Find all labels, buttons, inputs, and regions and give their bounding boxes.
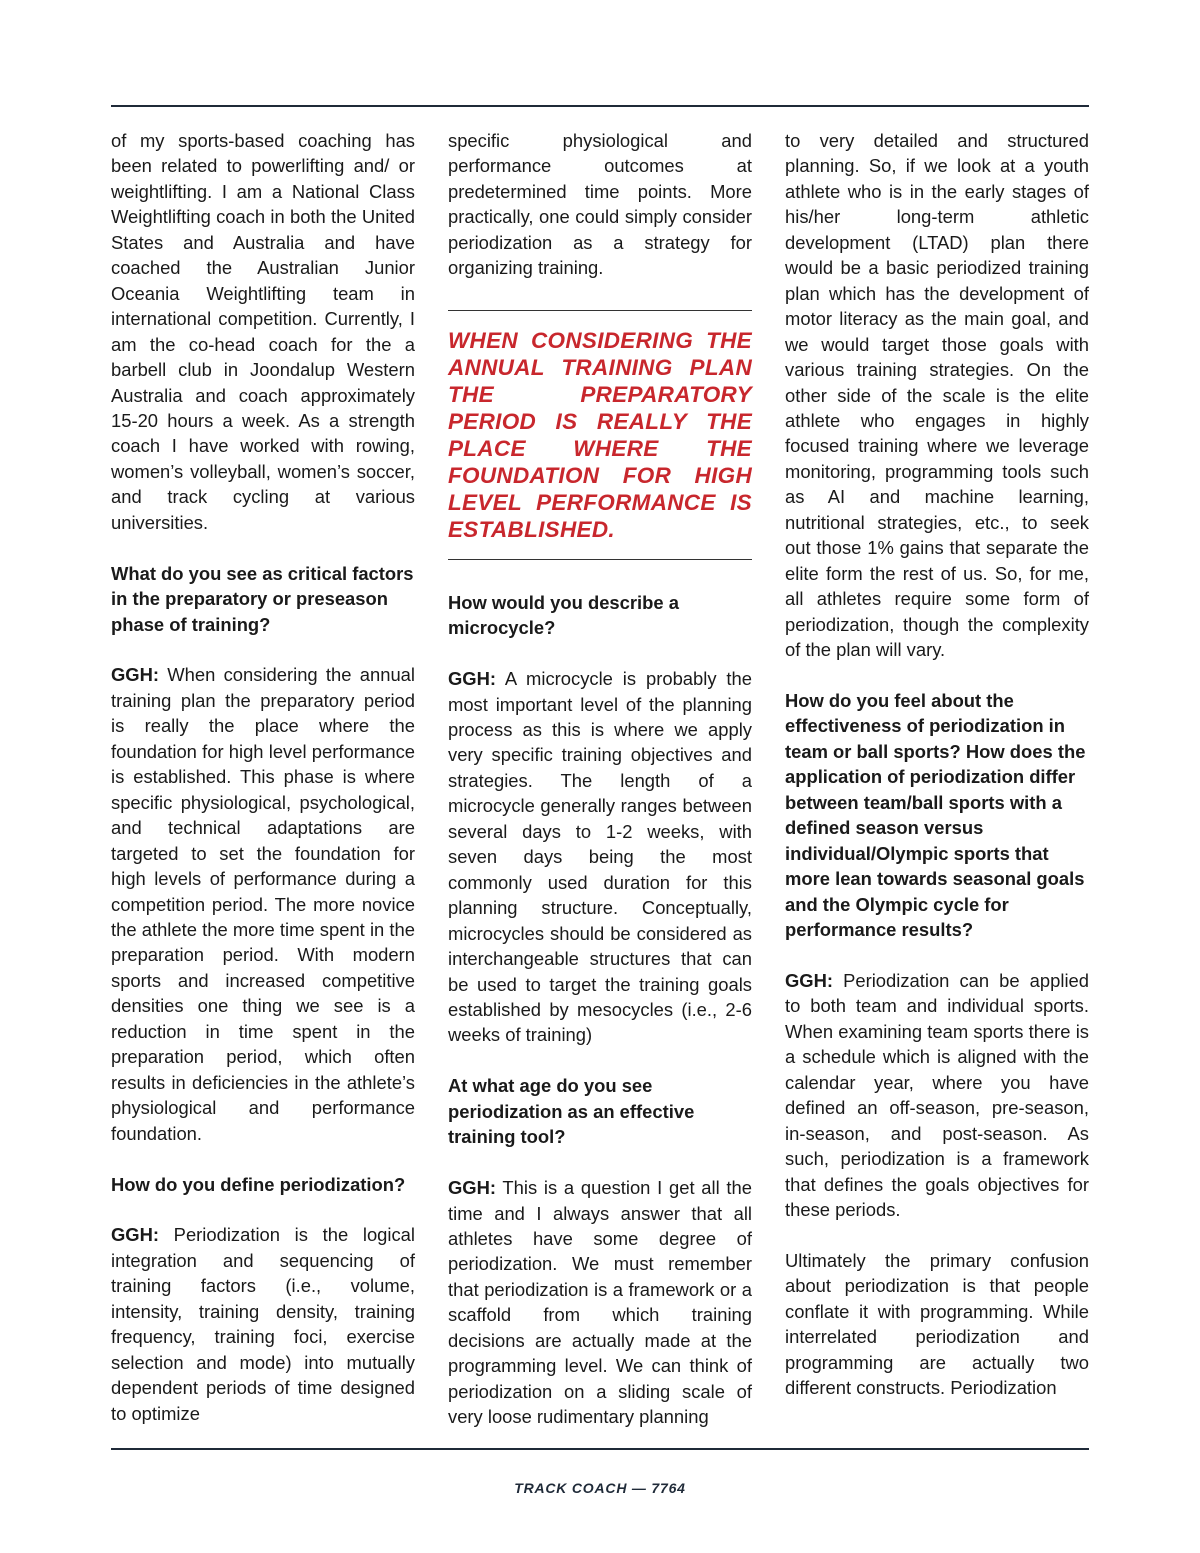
pullquote: WHEN CONSIDERING THE ANNUAL TRAINING PLAN THE PREPARATORY PERIOD IS REALLY THE PLACE WHERE THE FOUNDATION FOR HIGH LEVEL PERFORMANCE IS ESTABLISHED. xyxy=(448,327,752,542)
speaker-label: GGH: xyxy=(448,668,497,690)
column-3 xyxy=(785,128,1089,1401)
answer-define-periodization xyxy=(111,1222,415,1426)
question-team-sports: How do you feel about the effectiveness of periodization in team or ball sports? How does the application of periodization differ between team/ball sports with a defined season versus individual/Olympic sports that more lean towards seasonal goals and the Olympic cycle for performance results? xyxy=(785,689,1086,941)
speaker-label: GGH: xyxy=(448,1177,497,1199)
answer-text: This is a question I get all the time and I always answer that all athletes have some degree of periodization. We must remember that periodization is a framework or a scaffold from which training decisions are actually made at the programming level. We can think of periodization on a sliding scale of very loose rudimentary planning xyxy=(448,1177,752,1428)
answer-preparatory-phase xyxy=(111,662,415,1146)
question-preparatory-phase: What do you see as critical factors in the preparatory or preseason phase of training? xyxy=(111,562,414,635)
answer-text: Periodization can be applied to both team and individual sports. When examining team sports there is a schedule which is aligned with the calendar year, where you have defined an off-season, pre-season, in-season, and post-season. As such, periodization is a framework that defines the goals objectives for these periods. xyxy=(785,969,1089,1220)
speaker-label: GGH: xyxy=(785,969,834,991)
question-define-periodization: How do you define periodization? xyxy=(111,1173,406,1195)
pullquote-box xyxy=(448,310,752,560)
answer-team-sports xyxy=(785,968,1089,1223)
question-microcycle: How would you describe a microcycle? xyxy=(448,591,679,639)
answer-microcycle xyxy=(448,666,752,1048)
continued-paragraph: to very detailed and structured planning. So, if we look at a youth athlete who is in the early stages of his/her long-term athletic development (LTAD) plan there would be a basic periodized training plan which has the development of motor literacy as the main goal, and we would target those goals with various training strategies. On the other side of the scale is the elite athlete who engages in highly focused training where we leverage monitoring, programming tools such as AI and machine learning, nutritional strategies, etc., to seek out those 1% gains that separate the elite form the rest of us. So, for me, all athletes require some form of periodization, though the complexity of the plan will vary. xyxy=(785,130,1089,661)
continued-paragraph: specific physiological and performance outcomes at predetermined time points. More practically, one could simply consider periodization as a strategy for organizing training. xyxy=(448,130,752,279)
question-age-periodization: At what age do you see periodization as an effective training tool? xyxy=(448,1075,695,1148)
page-footer: TRACK COACH — 7764 xyxy=(514,1480,686,1496)
answer-age-periodization xyxy=(448,1175,752,1430)
top-rule xyxy=(111,105,1089,107)
bottom-rule xyxy=(111,1448,1089,1450)
answer-text: When considering the annual training plan the preparatory period is really the place where the foundation for high level performance is established. This phase is where specific physiological, psychological, and technical adaptations are targeted to set the foundation for high levels of performance during a competition period. The more novice the athlete the more time spent in the preparation period. With modern sports and increased competitive densities one thing we see is a reduction in time spent in the preparation period, which often results in deficiencies in the athlete’s physiological and performance foundation. xyxy=(111,664,415,1144)
closing-paragraph: Ultimately the primary confusion about periodization is that people conflate it with programming. While interrelated periodization and programming are actually two different constructs. Periodization xyxy=(785,1249,1089,1399)
column-2 xyxy=(448,128,752,1430)
answer-text: Periodization is the logical integration and sequencing of training factors (i.e., volume, intensity, training density, training frequency, training foci, exercise selection and mode) into mutually dependent periods of time designed to optimize xyxy=(111,1224,415,1424)
answer-text: A microcycle is probably the most important level of the planning process as this is where we apply very specific training objectives and strategies. The length of a microcycle generally ranges between several days to 1-2 weeks, with seven days being the most commonly used duration for this planning structure. Conceptually, microcycles should be considered as interchangeable structures that can be used to target the training goals established by mesocycles (i.e., 2-6 weeks of training) xyxy=(448,668,752,1046)
intro-paragraph: of my sports-based coaching has been related to powerlifting and/ or weightlifting. I am a National Class Weightlifting coach in both the United States and Australia and have coached the Australian Junior Oceania Weightlifting team in international competition. Currently, I am the co-head coach for the a barbell club in Joondalup Western Australia and coach approximately 15-20 hours a week. As a strength coach I have worked with rowing, women’s volleyball, women’s soccer, and track cycling at various universities. xyxy=(111,130,415,533)
speaker-label: GGH: xyxy=(111,1224,160,1246)
column-1 xyxy=(111,128,415,1426)
speaker-label: GGH: xyxy=(111,664,160,686)
